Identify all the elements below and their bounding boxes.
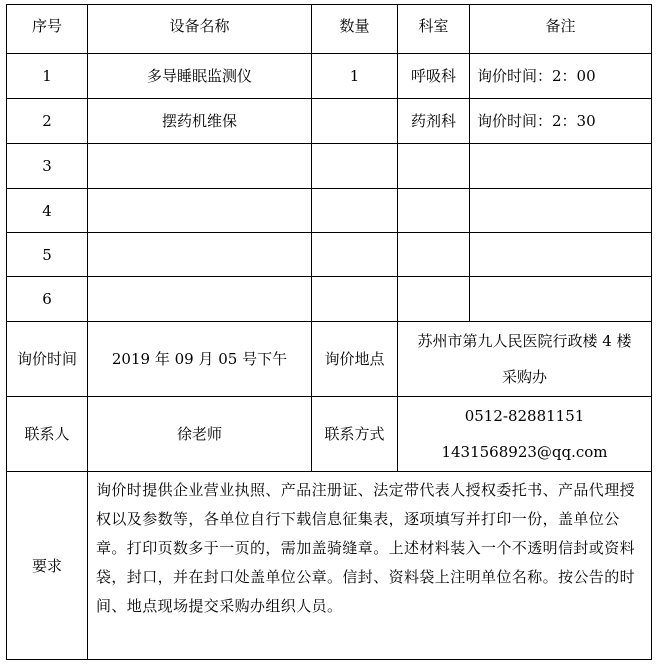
contact-row (7, 397, 652, 472)
row-department: 药剂科 (398, 99, 470, 144)
inquiry-place-line2: 采购办 (501, 368, 547, 386)
row-device-name (88, 144, 312, 189)
row-seq: 1 (7, 54, 88, 99)
contact-person-value: 徐老师 (88, 397, 312, 472)
row-seq: 4 (7, 189, 88, 233)
inquiry-time-label: 询价时间 (7, 322, 88, 397)
row-quantity (312, 189, 398, 233)
row-department (398, 277, 470, 322)
row-seq: 5 (7, 233, 88, 277)
row-remarks (470, 277, 652, 322)
row-device-name (88, 233, 312, 277)
table-row (7, 233, 652, 277)
row-remarks (470, 233, 652, 277)
row-department (398, 144, 470, 189)
contact-phone: 0512-82881151 (464, 407, 585, 425)
row-department: 呼吸科 (398, 54, 470, 99)
table-row (7, 189, 652, 233)
row-device-name: 多导睡眠监测仪 (88, 54, 312, 99)
row-quantity: 1 (312, 54, 398, 99)
table-row (7, 277, 652, 322)
requirements-label: 要求 (7, 472, 88, 660)
table-row (7, 99, 652, 144)
contact-method-label: 联系方式 (312, 397, 398, 472)
row-device-name: 摆药机维保 (88, 99, 312, 144)
requirements-text: 询价时提供企业营业执照、产品注册证、法定带代表人授权委托书、产品代理授权以及参数等，各单位自行下载信息征集表，逐项填写并打印一份，盖单位公章。打印页数多于一页的，需加盖骑缝章。上述材料装入一个不透明信封或资料袋，封口，并在封口处盖单位公章。信封、资料袋上注明单位名称。按公告的时间、地点现场提交采购办组织人员。 (88, 472, 652, 660)
row-department (398, 189, 470, 233)
row-seq: 6 (7, 277, 88, 322)
requirements-row (7, 472, 652, 660)
table-row (7, 144, 652, 189)
table-row (7, 54, 652, 99)
header-department: 科室 (398, 5, 470, 54)
row-quantity (312, 233, 398, 277)
inquiry-place-value (398, 322, 652, 397)
row-remarks: 询价时间：2：00 (470, 54, 652, 99)
row-quantity (312, 277, 398, 322)
row-seq: 3 (7, 144, 88, 189)
inquiry-time-value: 2019 年 09 月 05 号下午 (88, 322, 312, 397)
header-row (7, 5, 652, 54)
contact-email: 1431568923@qq.com (441, 443, 608, 461)
contact-person-label: 联系人 (7, 397, 88, 472)
row-quantity (312, 99, 398, 144)
row-device-name (88, 189, 312, 233)
row-seq: 2 (7, 99, 88, 144)
header-quantity: 数量 (312, 5, 398, 54)
contact-method-value (398, 397, 652, 472)
header-seq: 序号 (7, 5, 88, 54)
inquiry-place-line1: 苏州市第九人民医院行政楼 4 楼 (417, 332, 632, 350)
header-device-name: 设备名称 (88, 5, 312, 54)
row-quantity (312, 144, 398, 189)
inquiry-table (6, 4, 652, 660)
row-remarks (470, 189, 652, 233)
row-device-name (88, 277, 312, 322)
row-remarks (470, 144, 652, 189)
inquiry-info-row (7, 322, 652, 397)
header-remarks: 备注 (470, 5, 652, 54)
inquiry-place-label: 询价地点 (312, 322, 398, 397)
row-remarks: 询价时间：2：30 (470, 99, 652, 144)
row-department (398, 233, 470, 277)
